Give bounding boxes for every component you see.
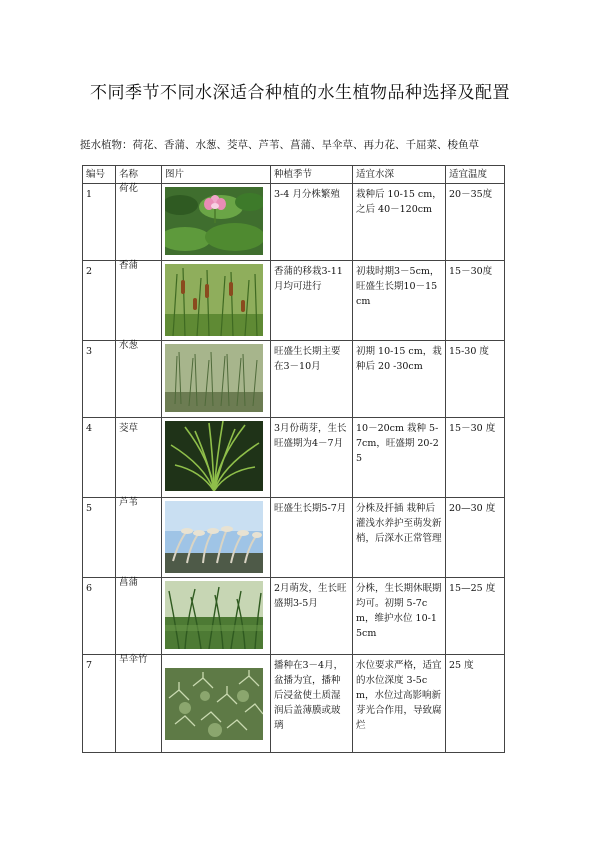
row-num: 2 bbox=[83, 261, 116, 341]
wild-rice-photo bbox=[165, 421, 263, 491]
row-num: 3 bbox=[83, 341, 116, 418]
row-name: 芦苇 bbox=[116, 498, 162, 578]
row-num: 6 bbox=[83, 578, 116, 655]
header-temp: 适宜温度 bbox=[446, 166, 505, 184]
header-image: 图片 bbox=[162, 166, 271, 184]
table-row bbox=[83, 261, 505, 341]
row-season: 3月份萌芽，生长旺盛期为4－7月 bbox=[271, 418, 353, 498]
row-image bbox=[162, 655, 271, 753]
header-num: 编号 bbox=[83, 166, 116, 184]
cattail-photo bbox=[165, 264, 263, 336]
lotus-photo bbox=[165, 187, 263, 255]
table-row bbox=[83, 341, 505, 418]
row-num: 7 bbox=[83, 655, 116, 753]
row-depth: 分株及扦插 栽种后灌浅水养护至萌发新梢，后深水正常管理 bbox=[353, 498, 446, 578]
row-temp: 15—25 度 bbox=[446, 578, 505, 655]
row-name: 茭草 bbox=[116, 418, 162, 498]
table-row bbox=[83, 498, 505, 578]
table-row bbox=[83, 578, 505, 655]
row-image bbox=[162, 184, 271, 261]
row-depth: 栽种后 10-15 cm，之后 40－120cm bbox=[353, 184, 446, 261]
row-name: 菖蒲 bbox=[116, 578, 162, 655]
row-name: 旱伞竹 bbox=[116, 655, 162, 753]
row-depth: 分株，生长期休眠期均可。初期 5-7cm，维护水位 10-15cm bbox=[353, 578, 446, 655]
row-depth: 初栽时期3－5cm，旺盛生长期10－15cm bbox=[353, 261, 446, 341]
row-season: 3-4 月分株繁殖 bbox=[271, 184, 353, 261]
umbrella-sedge-photo bbox=[165, 668, 263, 740]
row-season: 旺盛生长期主要在3－10月 bbox=[271, 341, 353, 418]
header-depth: 适宜水深 bbox=[353, 166, 446, 184]
bulrush-photo bbox=[165, 344, 263, 412]
row-temp: 25 度 bbox=[446, 655, 505, 753]
row-season: 旺盛生长期5-7月 bbox=[271, 498, 353, 578]
plant-list-subtitle: 挺水植物：荷花、香蒲、水葱、茭草、芦苇、菖蒲、旱伞草、再力花、千屈菜、梭鱼草 bbox=[80, 139, 479, 151]
row-image bbox=[162, 261, 271, 341]
row-name: 荷花 bbox=[116, 184, 162, 261]
row-image bbox=[162, 498, 271, 578]
row-season: 香蒲的移栽3-11 月均可进行 bbox=[271, 261, 353, 341]
row-depth: 初期 10-15 cm，栽种后 20 -30cm bbox=[353, 341, 446, 418]
row-season: 播种在3－4月，盆播为宜，播种后浸盆使土质湿润后盖薄膜或玻璃 bbox=[271, 655, 353, 753]
row-num: 4 bbox=[83, 418, 116, 498]
row-name: 香蒲 bbox=[116, 261, 162, 341]
row-depth: 水位要求严格，适宜的水位深度 3-5cm，水位过高影响新芽光合作用，导致腐烂 bbox=[353, 655, 446, 753]
row-temp: 15-30 度 bbox=[446, 341, 505, 418]
page-title: 不同季节不同水深适合种植的水生植物品种选择及配置 bbox=[90, 83, 510, 103]
header-season: 种植季节 bbox=[271, 166, 353, 184]
row-temp: 15－30度 bbox=[446, 261, 505, 341]
row-name: 水葱 bbox=[116, 341, 162, 418]
row-image bbox=[162, 418, 271, 498]
row-temp: 15－30 度 bbox=[446, 418, 505, 498]
header-name: 名称 bbox=[116, 166, 162, 184]
row-temp: 20－35度 bbox=[446, 184, 505, 261]
table-row bbox=[83, 418, 505, 498]
calamus-photo bbox=[165, 581, 263, 649]
row-num: 1 bbox=[83, 184, 116, 261]
table-row bbox=[83, 655, 505, 753]
row-image bbox=[162, 341, 271, 418]
row-image bbox=[162, 578, 271, 655]
row-season: 2月萌发，生长旺盛期3-5月 bbox=[271, 578, 353, 655]
reed-photo bbox=[165, 501, 263, 573]
table-row bbox=[83, 184, 505, 261]
row-depth: 10－20cm 栽种 5-7cm，旺盛期 20-25 bbox=[353, 418, 446, 498]
row-num: 5 bbox=[83, 498, 116, 578]
row-temp: 20—30 度 bbox=[446, 498, 505, 578]
plant-table bbox=[82, 165, 505, 753]
